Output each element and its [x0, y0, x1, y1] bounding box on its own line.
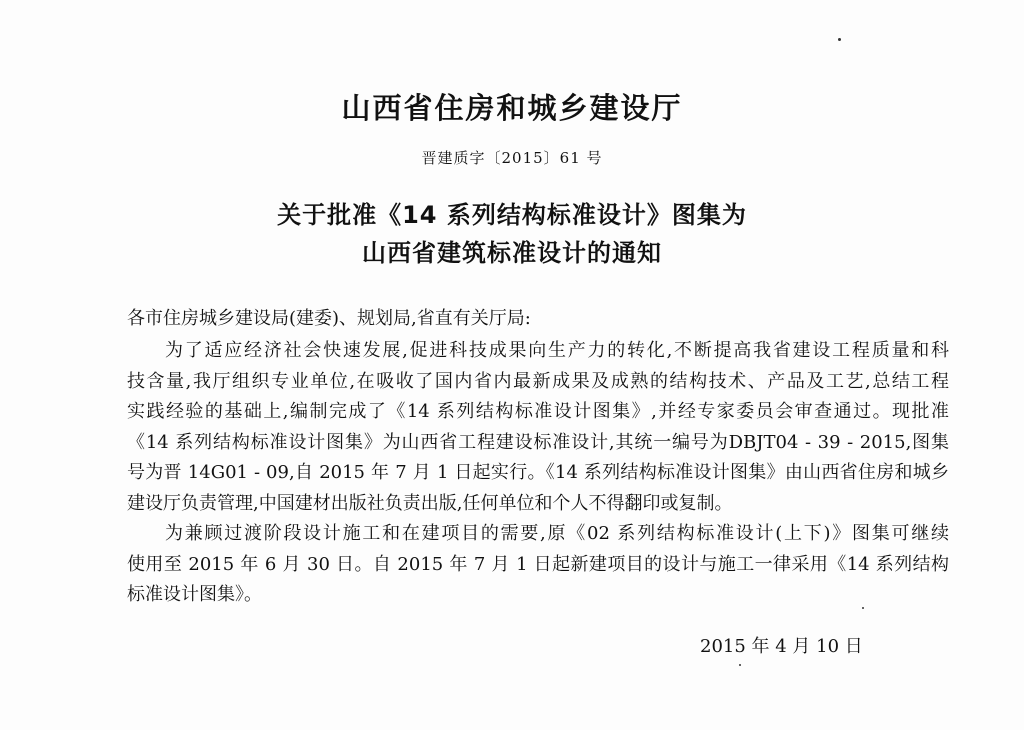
paragraph-2: [127, 519, 949, 611]
paragraph-line: 使用至 2015 年 6 月 30 日。自 2015 年 7 月 1 日起新建项目的设计与施工一律采用《14 系列结构: [127, 553, 949, 575]
paragraph-line: 号为晋 14G01 - 09,自 2015 年 7 月 1 日起实行。《14 系列结构标准设计图集》由山西省住房和城乡: [127, 462, 949, 483]
paragraph-line: 为兼顾过渡阶段设计施工和在建项目的需要,原《02 系列结构标准设计(上下)》图集可继续: [165, 523, 949, 544]
scan-speck: [838, 38, 841, 41]
document-number: 晋建质字〔2015〕61 号: [421, 149, 603, 167]
paragraph-line: 建设厅负责管理,中国建材出版社负责出版,任何单位和个人不得翻印或复制。: [127, 492, 733, 514]
paragraph-line: 《14 系列结构标准设计图集》为山西省工程建设标准设计,其统一编号为DBJT04 - 39 - 2015,图集: [127, 431, 949, 453]
title-line-1: 关于批准《14 系列结构标准设计》图集为: [277, 201, 747, 229]
document-body: [127, 336, 949, 611]
scan-speck: [739, 664, 741, 666]
paragraph-line: 实践经验的基础上,编制完成了《14 系列结构标准设计图集》,并经专家委员会审查通过。现批准: [127, 401, 949, 422]
issuing-agency: 山西省住房和城乡建设厅: [341, 91, 683, 125]
paragraph-line: 为了适应经济社会快速发展,促进科技成果向生产力的转化,不断提高我省建设工程质量和科: [165, 340, 949, 361]
scan-speck: [862, 607, 864, 609]
paragraph-line: 技含量,我厅组织专业单位,在吸收了国内省内最新成果及成熟的结构技术、产品及工艺,总结工程: [127, 370, 949, 392]
document-title: [0, 196, 1024, 272]
paragraph-line: 标准设计图集》。: [127, 584, 262, 605]
salutation: 各市住房城乡建设局(建委)、规划局,省直有关厅局:: [127, 308, 531, 329]
title-line-2: 山西省建筑标准设计的通知: [362, 239, 662, 267]
issue-date: 2015 年 4 月 10 日: [700, 636, 863, 657]
paragraph-1: [127, 336, 949, 519]
